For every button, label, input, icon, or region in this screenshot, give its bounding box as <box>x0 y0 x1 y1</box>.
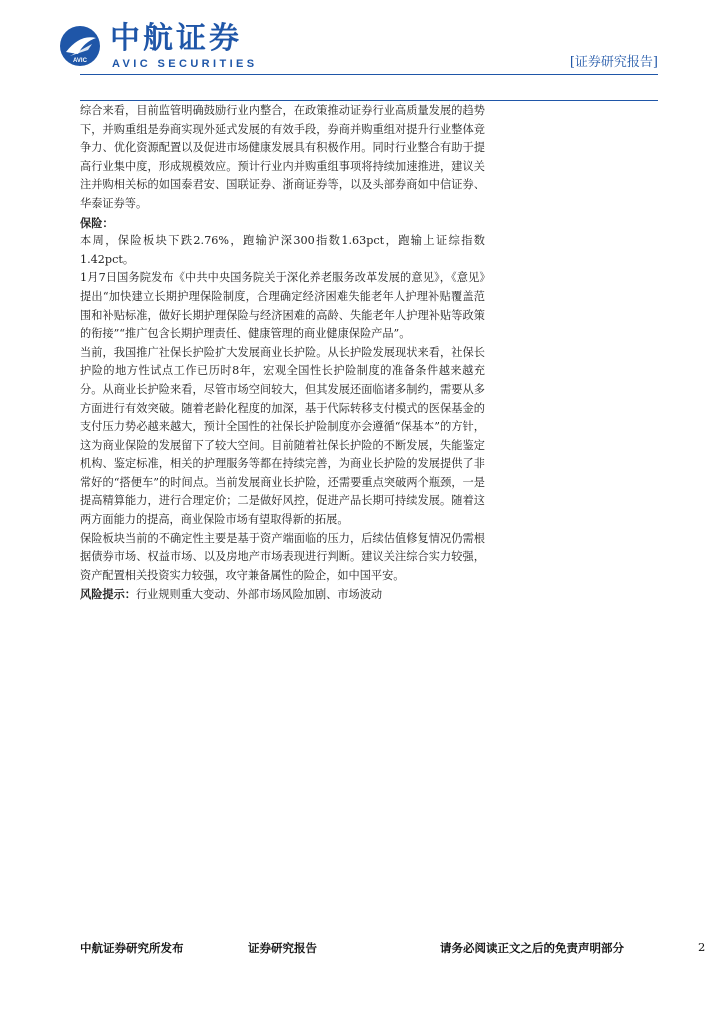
report-body <box>80 102 485 605</box>
report-type-tag: [证券研究报告] <box>569 55 658 70</box>
logo-chinese-text: 中航证券 <box>110 21 242 56</box>
section-heading-insurance: 保险： <box>80 215 114 230</box>
footer-report-type: 证券研究报告 <box>248 941 317 955</box>
footer-publisher: 中航证券研究所发布 <box>80 941 184 955</box>
paragraph-ltc-insurance: 当前，我国推广社保长护险扩大发展商业长护险。从长护险发展现状来看，社保长护险的地方性试点工作已历时8年，宏观全国性长护险制度的准备条件越来越充分。从商业长护险来看，尽管市场空间较大，但其发展还面临诸多制约，需要从多方面进行有效突破。随着老龄化程度的加深，基于代际转移支付模式的医保基金的支付压力势必越来越大，预计全国性的社保长护险制度亦会遵循“保基本”的方针，这为商业保险的发展留下了较大空间。目前随着社保长护险的不断发展，失能鉴定机构、鉴定标准，相关的护理服务等都在持续完善，为商业长护险的发展提供了非常好的“搭便车”的时间点。当前发展商业长护险，还需要重点突破两个瓶颈，一是提高精算能力，进行合理定价；二是做好风控，促进产品长期可持续发展。随着这两方面能力的提高，商业保险市场有望取得新的拓展。 <box>80 345 485 527</box>
header-divider <box>80 74 658 75</box>
footer-disclaimer-note: 请务必阅读正文之后的免责声明部分 <box>440 941 624 955</box>
page-header <box>0 0 724 100</box>
risk-warning-text: 行业规则重大变动、外部市场风险加剧、市场波动 <box>135 588 383 602</box>
paragraph-securities-summary: 综合来看，目前监管明确鼓励行业内整合，在政策推动证券行业高质量发展的趋势下，并购重组是券商实现外延式发展的有效手段，券商并购重组对提升行业整体竞争力、优化资源配置以及促进市场健康发展具有积极作用。同时行业整合有助于提高行业集中度，形成规模效应。预计行业内并购重组事项将持续加速推进，建议关注并购相关标的如国泰君安、国联证券、浙商证券等，以及头部券商如中信证券、华泰证券等。 <box>80 104 485 210</box>
logo-badge-text: AVIC <box>73 58 87 64</box>
avic-logo-icon <box>58 24 102 68</box>
page-number: 2 <box>698 940 706 954</box>
paragraph-insurance-weekly: 本周，保险板块下跌2.76%，跑输沪深300指数1.63pct，跑输上证综指数1.42pct。 <box>80 234 485 266</box>
page-footer <box>0 934 724 964</box>
header-divider-secondary <box>80 100 658 101</box>
paragraph-insurance-outlook: 保险板块当前的不确定性主要是基于资产端面临的压力，后续估值修复情况仍需根据债券市场、权益市场、以及房地产市场表现进行判断。建议关注综合实力较强，资产配置相关投资实力较强，攻守兼备属性的险企，如中国平安。 <box>80 531 485 582</box>
risk-warning-label: 风险提示： <box>80 587 136 602</box>
paragraph-policy-news: 1月7日国务院发布《中共中央国务院关于深化养老服务改革发展的意见》，《意见》提出“加快建立长期护理保险制度，合理确定经济困难失能老年人护理补贴覆盖范围和补贴标准，做好长期护理保险与经济困难的高龄、失能老年人护理补贴等政策的衔接”“推广包含长期护理责任、健康管理的商业健康保险产品”。 <box>80 271 485 341</box>
company-logo <box>58 22 258 72</box>
risk-warning <box>80 585 485 605</box>
logo-english-text: AVIC SECURITIES <box>112 58 258 70</box>
